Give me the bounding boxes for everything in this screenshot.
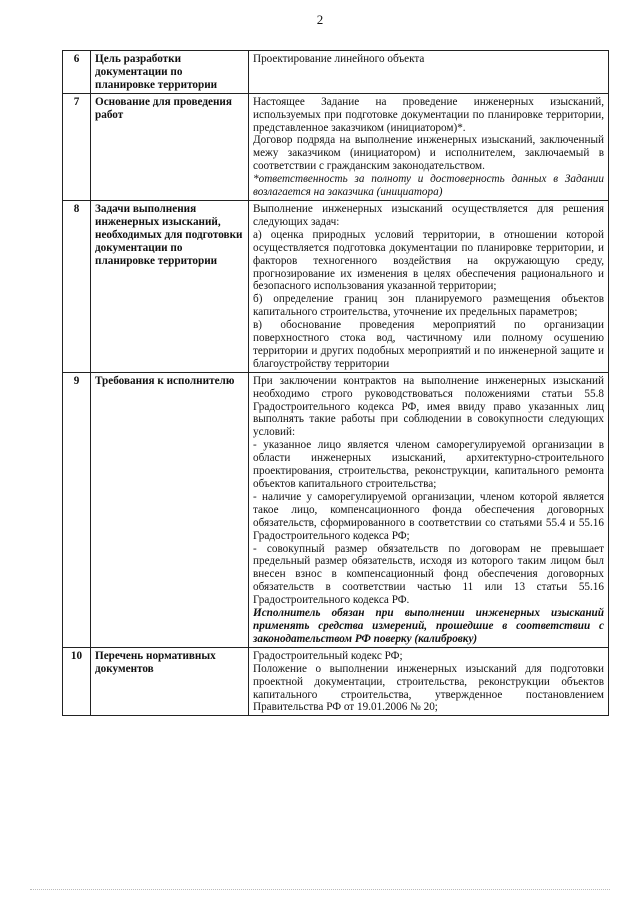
row-content — [249, 51, 609, 94]
table-row — [63, 93, 609, 200]
content-paragraph: Настоящее Задание на проведение инженерных изысканий, используемых при подготовке документации по планировке территории, представленное заказчиком (инициатором)*. — [253, 95, 604, 134]
requirements-table-body — [63, 51, 609, 716]
content-paragraph: Договор подряда на выполнение инженерных изысканий, заключенный межу заказчиком (инициатором) и исполнителем, заключаемый в соответствии с гражданским законодательством. — [253, 134, 604, 173]
content-paragraph: а) оценка природных условий территории, в отношении которой осуществляется подготовка документации по планировке территории, и факторов техногенного воздействия на окружающую среду, прогнозирование их изменения в целях обеспечения рационального и безопасного использования указанной территории; — [253, 228, 604, 293]
requirements-table — [62, 50, 609, 716]
content-paragraph: Исполнитель обязан при выполнении инженерных изысканий применять средства измерений, прошедшие в соответствии с законодательством РФ поверку (калибровку) — [253, 607, 604, 645]
row-number: 6 — [63, 51, 91, 94]
content-paragraph: *ответственность за полноту и достоверность данных в Задании возлагается на заказчика (инициатора) — [253, 173, 604, 199]
row-content — [249, 200, 609, 372]
row-number: 10 — [63, 647, 91, 716]
row-title: Требования к исполнителю — [91, 372, 249, 647]
row-number: 8 — [63, 200, 91, 372]
content-paragraph: Положение о выполнении инженерных изысканий для подготовки проектной документации, строительства, реконструкции объектов капитального строительства, утвержденное постановлением Правительства РФ от 19.01.2006 № 20; — [253, 662, 604, 714]
page-bottom-line — [30, 889, 610, 890]
content-paragraph: Проектирование линейного объекта — [253, 53, 425, 65]
row-number: 7 — [63, 93, 91, 200]
content-paragraph: б) определение границ зон планируемого размещения объектов капитального строительства, уточнение их предельных параметров; — [253, 293, 604, 319]
table-row — [63, 647, 609, 716]
content-paragraph: - совокупный размер обязательств по договорам не превышает предельный размер обязательств, исходя из которого таким лицом был внесен взнос в компенсационный фонд обеспечения договорных обязательств в соответствии частью 11 или 13 статьи 55.16 Градостроительного кодекса РФ. — [253, 542, 604, 607]
table-row — [63, 372, 609, 647]
content-paragraph: Градостроительный кодекс РФ; — [253, 649, 403, 662]
content-paragraph: в) обоснование проведения мероприятий по организации поверхностного стока вод, частичному или полному осушению территории и других подобных мероприятий и по инженерной защите и благоустройству территории — [253, 319, 604, 370]
row-content — [249, 93, 609, 200]
content-paragraph: Выполнение инженерных изысканий осуществляется для решения следующих задач: — [253, 202, 604, 228]
content-paragraph: - указанное лицо является членом саморегулируемой организации в области инженерных изысканий, архитектурно-строительного проектирования, строительства, реконструкции, капитального ремонта объектов капитального строительства; — [253, 439, 604, 490]
table-row — [63, 200, 609, 372]
content-paragraph: При заключении контрактов на выполнение инженерных изысканий необходимо строго руководствоваться положениями статьи 55.8 Градостроительного кодекса РФ, имея ввиду право указанных лиц выполнять такие работы при соблюдении в совокупности следующих условий: — [253, 374, 604, 439]
page-number: 2 — [316, 12, 324, 27]
row-title: Цель разработки документации по планировке территории — [91, 51, 249, 94]
row-title: Основание для проведения работ — [91, 93, 249, 200]
row-content — [249, 372, 609, 647]
row-title: Перечень нормативных документов — [91, 647, 249, 716]
row-content — [249, 647, 609, 716]
row-title: Задачи выполнения инженерных изысканий, необходимых для подготовки документации по планировке территории — [91, 200, 249, 372]
content-paragraph: - наличие у саморегулируемой организации, членом которой является такое лицо, компенсационного фонда обеспечения договорных обязательств, сформированного в соответствии со статьями 55.4 и 55.16 Градостроительного кодекса РФ; — [253, 490, 604, 542]
row-number: 9 — [63, 372, 91, 647]
table-row — [63, 51, 609, 94]
